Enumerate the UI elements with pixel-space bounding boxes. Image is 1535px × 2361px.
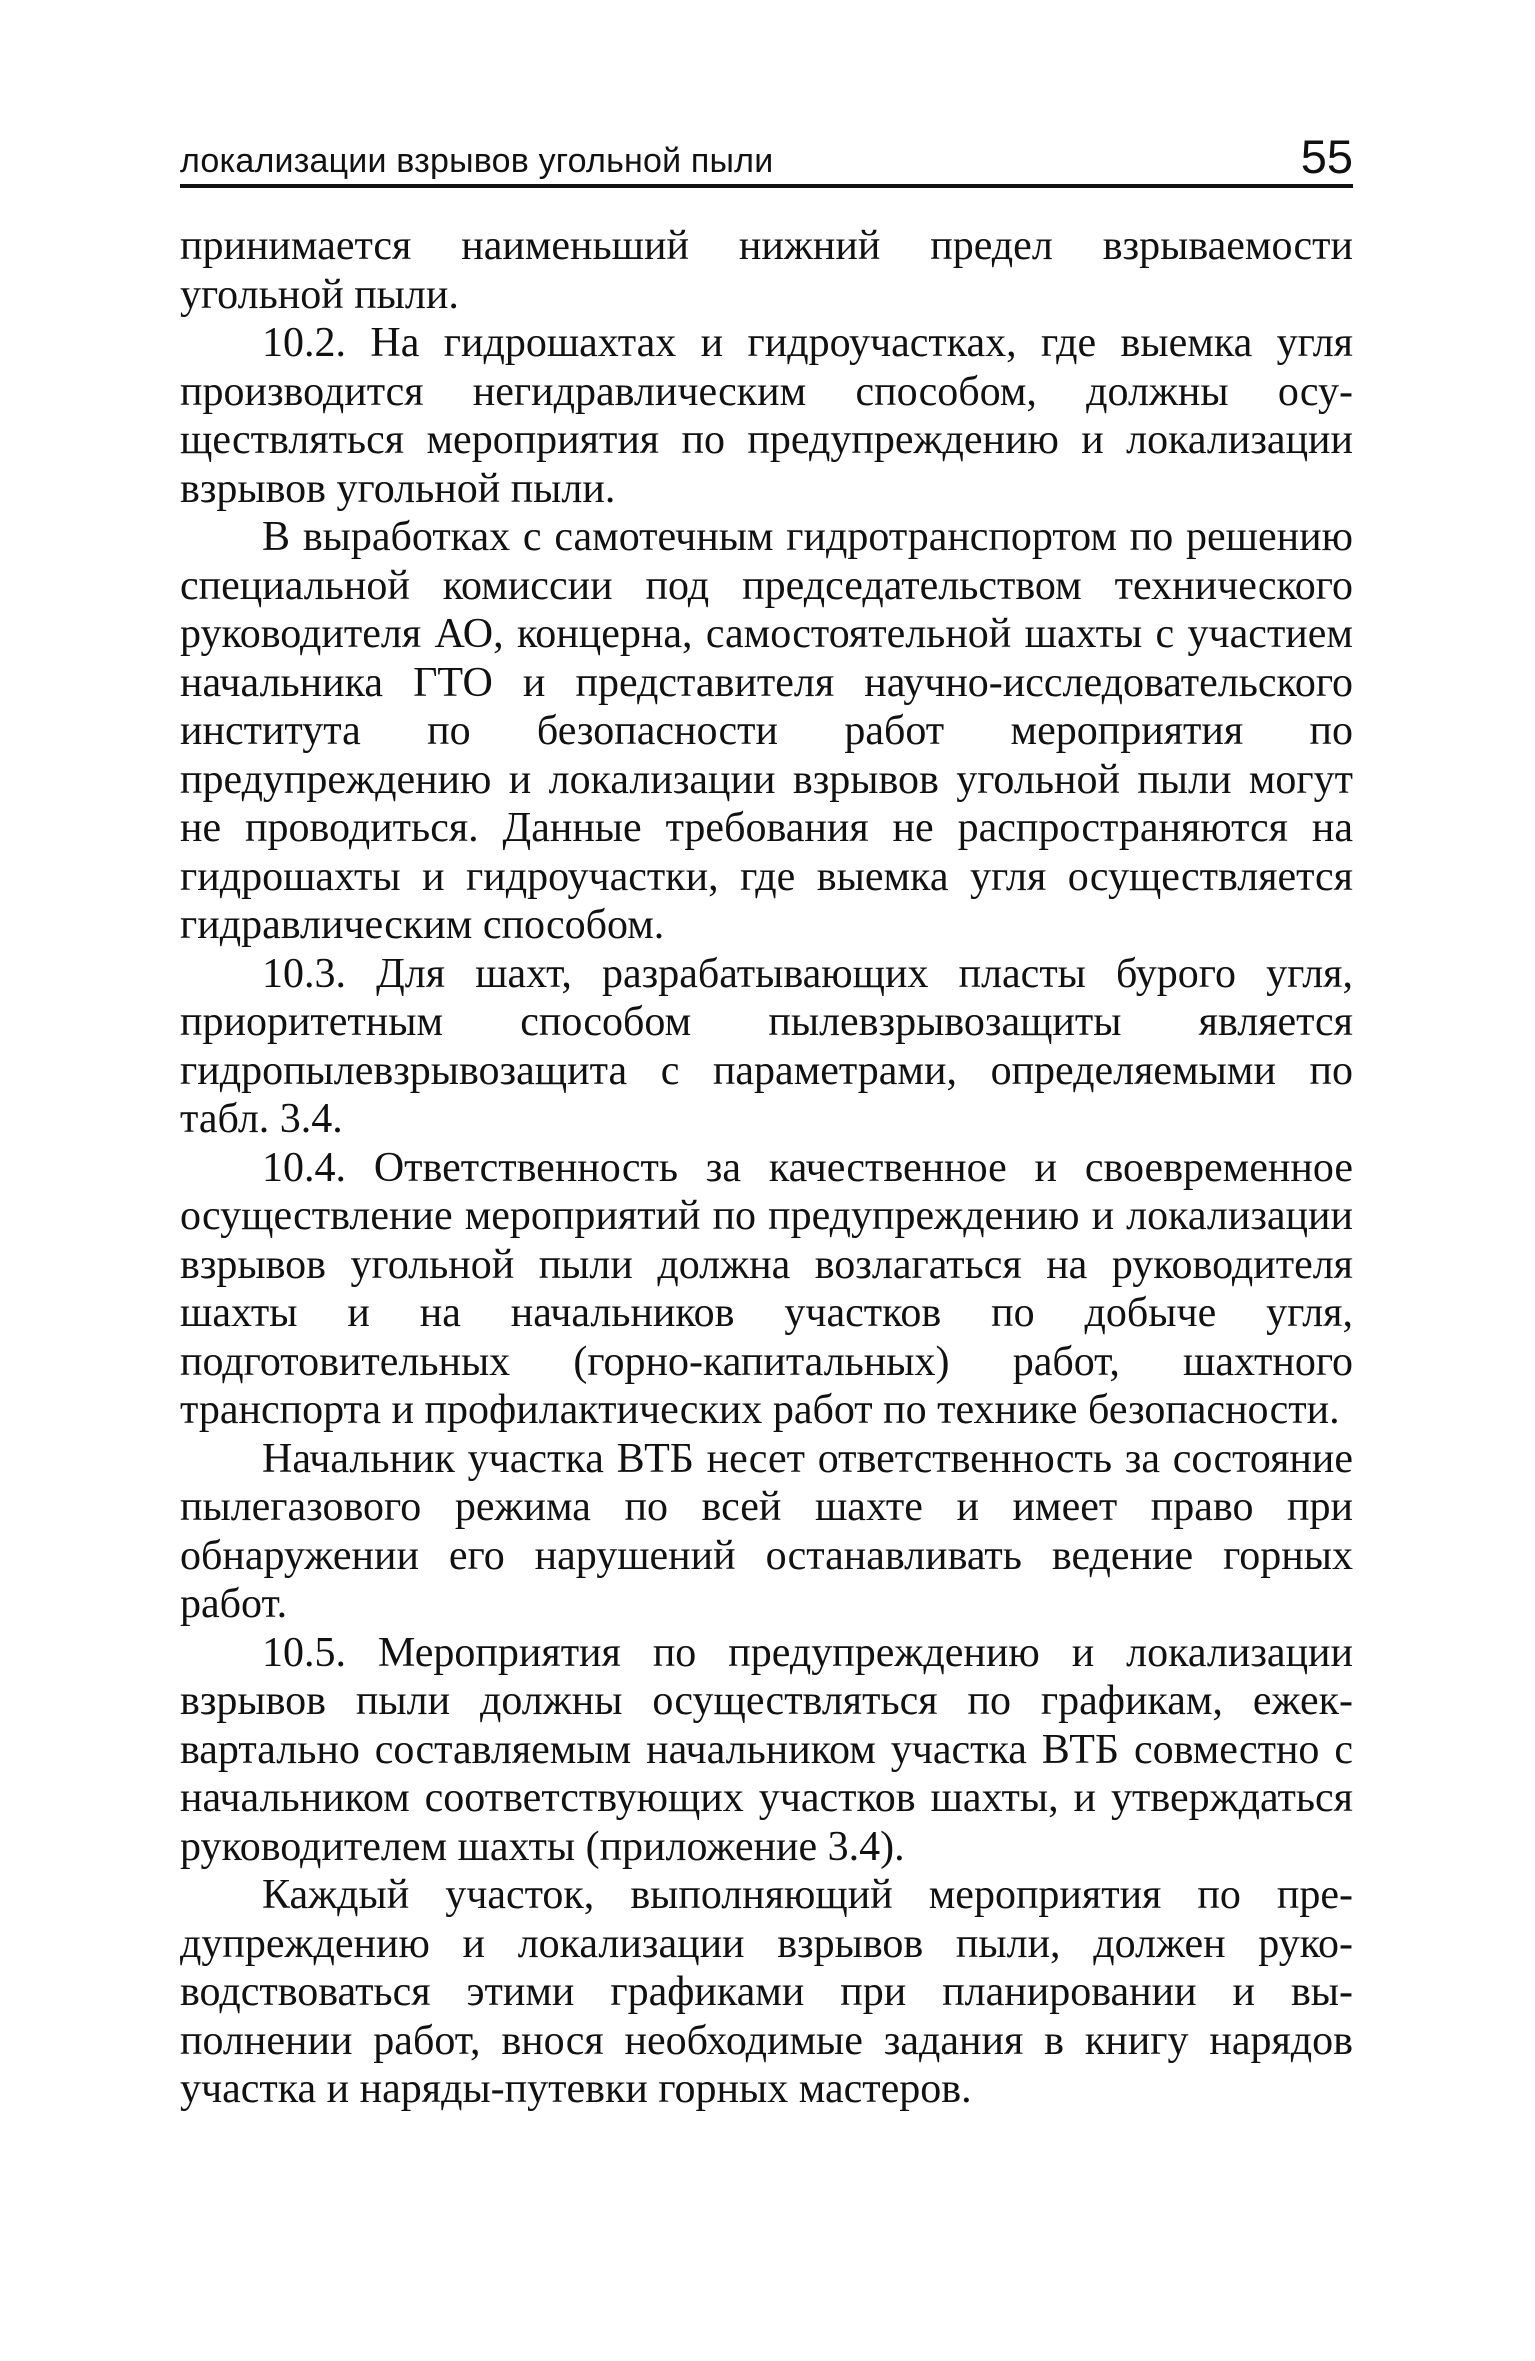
paragraph-10-5: 10.5. Мероприятия по предупреждению и локализации взрывов пыли должны осуществляться по графикам, ежеквартально составляемым начальником участка ВТБ совместно с начальником соответствующих участков шахты, и утверждаться руководителем шахты (приложение 3.4).	[180, 1629, 1353, 1870]
paragraph-10-4: 10.4. Ответственность за качественное и своевременное осуществление мероприятий по предупреждению и локализации взрывов угольной пыли должна возлагаться на руководителя шахты и на начальников участков по добыче угля, подготовительных (горно-капитальных) работ, шахтного транспорта и профилактических работ по технике безопасности.	[180, 1144, 1353, 1433]
body-text	[180, 222, 1353, 2114]
running-header	[180, 128, 1353, 188]
paragraph-self-flow-hydrotransport: В выработках с самотечным гидротранспортом по решению специальной комиссии под председательством технического руководителя АО, концерна, самостоятельной шахты с участием начальника ГТО и представителя научно-исследовательского института по безопасности работ мероприятия по предупреждению и локализации взрывов угольной пыли могут не проводиться. Данные требования не распространяются на гидрошахты и гидроучастки, где выемка угля осуществляется гидравлическим способом.	[180, 514, 1353, 948]
page-number: 55	[1300, 130, 1353, 183]
paragraph-10-3: 10.3. Для шахт, разрабатывающих пласты бурого угля, приоритетным способом пылевзрывозащиты является гидропылевзрывозащита с параметрами, определяемыми по табл. 3.4.	[180, 950, 1353, 1142]
paragraph-vtb-chief: Начальник участка ВТБ несет ответственность за состояние пылегазового режима по всей шахте и имеет право при обнаружении его нарушений останавливать ведение горных работ.	[180, 1435, 1353, 1627]
paragraph-continuation: принимается наименьший нижний предел взрываемости угольной пыли.	[180, 223, 1353, 318]
header-rule	[180, 184, 1353, 188]
running-header-title: локализации взрывов угольной пыли	[180, 142, 774, 180]
paragraph-each-section: Каждый участок, выполняющий мероприятия по предупреждению и локализации взрывов пыли, должен руководствоваться этими графиками при планировании и выполнении работ, внося необходимые задания в книгу нарядов участка и наряды-путевки горных мастеров.	[180, 1872, 1353, 2112]
paragraph-10-2: 10.2. На гидрошахтах и гидроучастках, где выемка угля производится негидравлическим способом, должны осуществляться мероприятия по предупреждению и локализации взрывов угольной пыли.	[180, 320, 1353, 512]
